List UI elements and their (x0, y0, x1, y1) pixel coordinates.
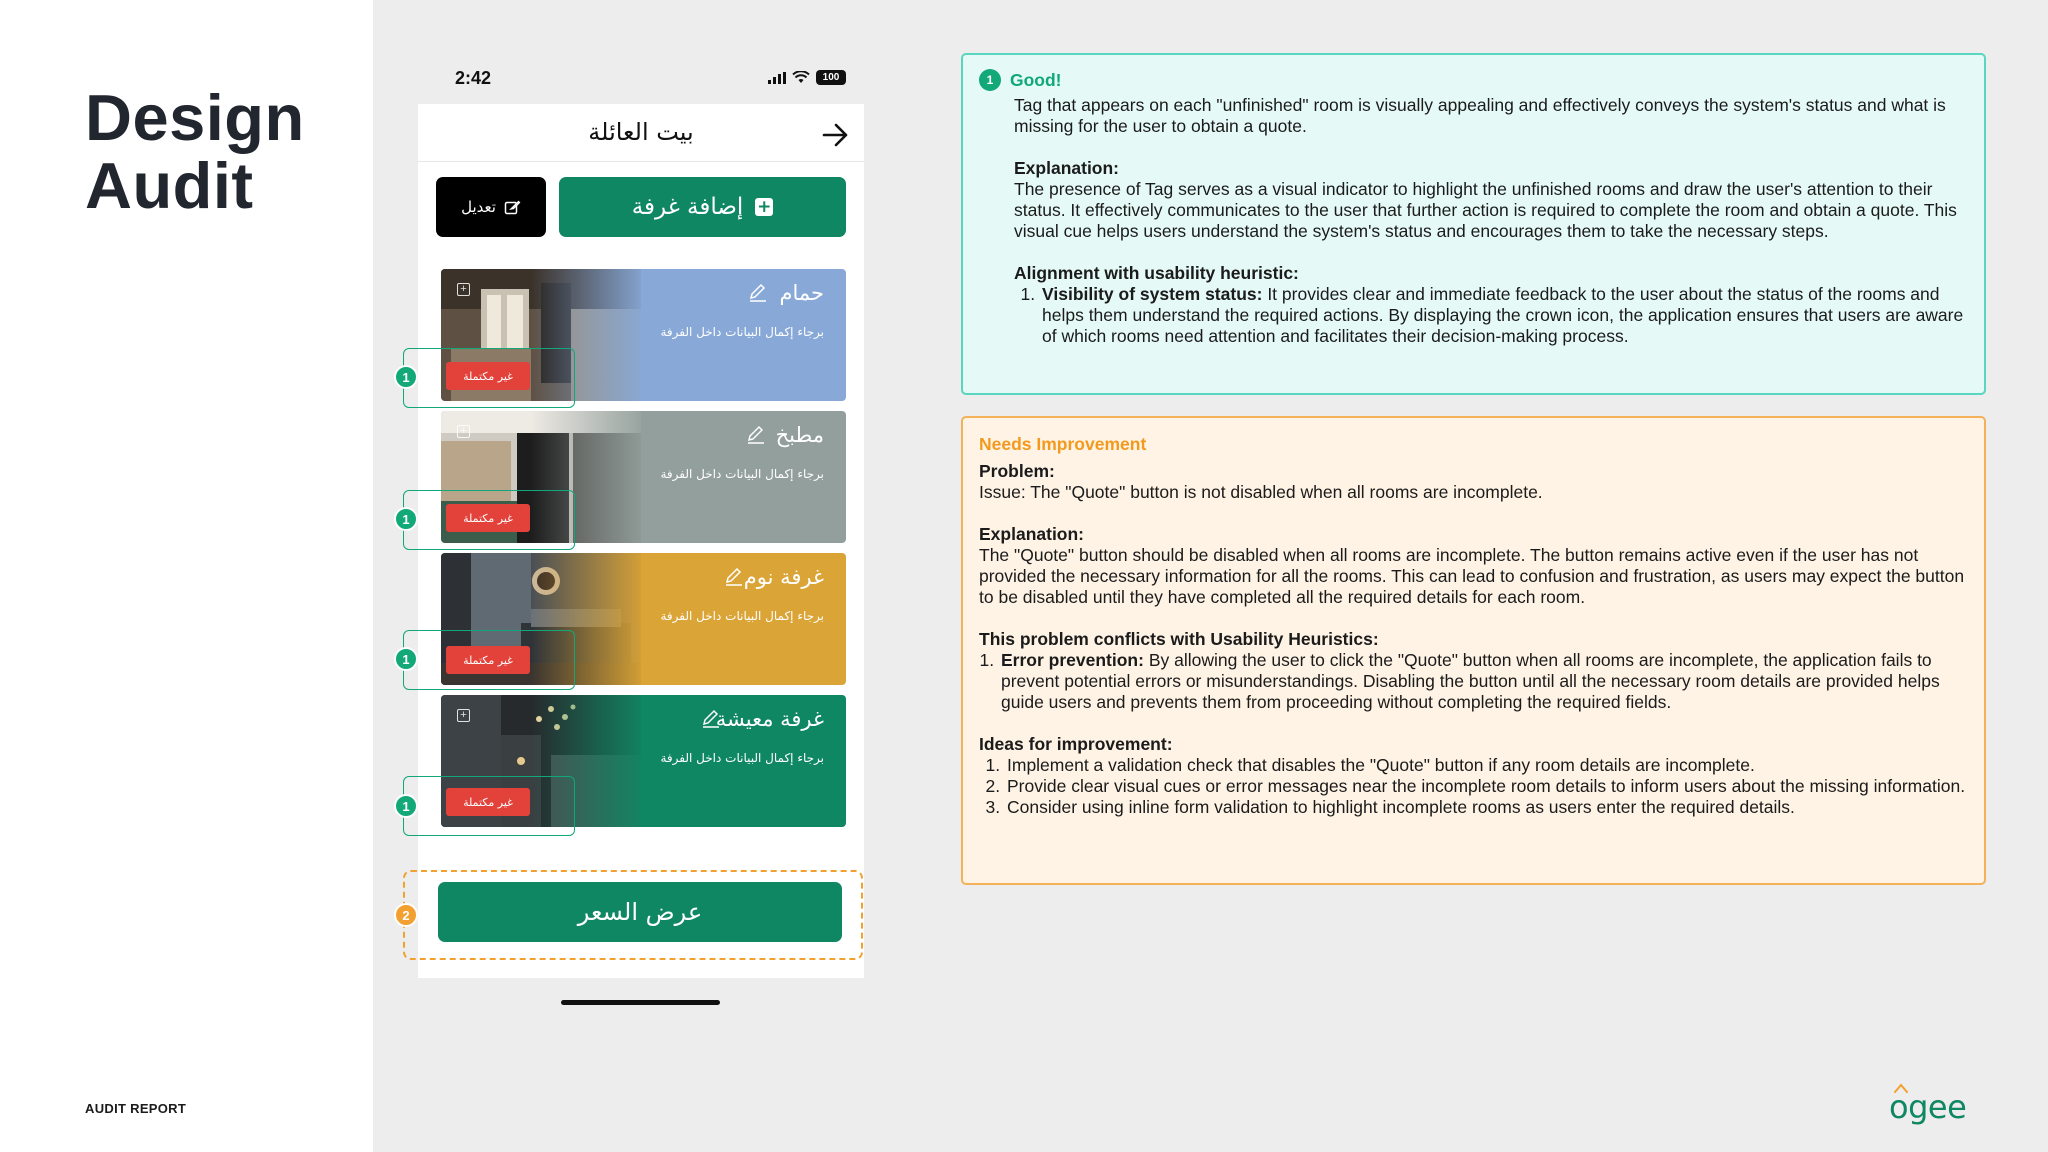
home-indicator (561, 1000, 720, 1005)
app-title: بيت العائلة (588, 118, 694, 146)
room-subtitle: برجاء إكمال البيانات داخل الفرفة (660, 609, 824, 623)
marker-badge-quote: 2 (394, 903, 418, 927)
slide-title (85, 81, 305, 222)
idea-item: 3. Consider using inline form validation to highlight incomplete rooms as users enter the required details. (1005, 797, 1968, 818)
room-subtitle: برجاء إكمال البيانات داخل الفرفة (660, 467, 824, 481)
edit-label: تعديل (461, 198, 496, 216)
room-subtitle: برجاء إكمال البيانات داخل الفرفة (660, 751, 824, 765)
good-summary: Tag that appears on each "unfinished" room is visually appealing and effectively conveys the system's status and what is missing for the user to obtain a quote. (1014, 95, 1946, 136)
incomplete-tag: غير مكتملة (446, 646, 530, 674)
good-explanation: The presence of Tag serves as a visual indicator to highlight the unfinished rooms and draw the user's attention to their status. It effectively communicates to the user that further action is required to complete the room and obtain a quote. This visual cue helps users understand the system's status and encourages them to take the necessary steps. (1014, 179, 1957, 241)
add-room-label: إضافة غرفة (631, 194, 744, 220)
slide-title-line2: Audit (85, 149, 254, 222)
left-panel (0, 0, 373, 1152)
improve-explanation-label: Explanation: (979, 524, 1085, 544)
room-name: غرفة معيشة (715, 707, 824, 731)
good-heuristic-item (1040, 284, 1968, 347)
problem-label: Problem: (979, 461, 1055, 481)
ideas-list (979, 755, 1968, 818)
conflict-label: This problem conflicts with Usability Heuristics: (979, 629, 1379, 649)
pencil-icon[interactable] (746, 425, 766, 445)
marker-badge-2: 1 (394, 507, 418, 531)
marker-badge-1: 1 (394, 365, 418, 389)
good-heuristic-list (1014, 284, 1968, 347)
tag-highlight-3 (403, 630, 575, 690)
edit-button[interactable] (436, 177, 546, 237)
incomplete-tag: غير مكتملة (446, 788, 530, 816)
conflict-item (999, 650, 1968, 713)
wifi-icon (792, 71, 810, 84)
status-icons (768, 70, 846, 85)
conflict-term: Error prevention: (1001, 650, 1144, 670)
good-badge: 1 (979, 69, 1001, 91)
conflict-list (979, 650, 1968, 713)
pencil-icon[interactable] (748, 283, 768, 303)
room-name: حمام (779, 281, 824, 305)
slide-title-line1: Design (85, 81, 305, 154)
edit-icon (504, 199, 521, 216)
pencil-icon[interactable] (724, 567, 744, 587)
room-name: غرفة نوم (743, 565, 824, 589)
photo-add-icon: + (457, 709, 470, 722)
good-card (961, 53, 1986, 395)
marker-badge-3: 1 (394, 647, 418, 671)
incomplete-tag: غير مكتملة (446, 504, 530, 532)
back-arrow-icon[interactable] (820, 120, 850, 150)
pencil-icon[interactable] (701, 709, 721, 729)
idea-item: 2. Provide clear visual cues or error messages near the incomplete room details to inform users about the missing information. (1005, 776, 1968, 797)
marker-badge-4: 1 (394, 794, 418, 818)
add-room-button[interactable] (559, 177, 846, 237)
improve-explanation: The "Quote" button should be disabled when all rooms are incomplete. The button remains active even if the user has not provided the necessary information for all the rooms. This can lead to confusion and frustration, as users may expect the button to be disabled until they have completed all the required details for each room. (979, 545, 1965, 607)
battery-icon: 100 (816, 70, 846, 85)
photo-add-icon: + (457, 425, 470, 438)
ideas-label: Ideas for improvement: (979, 734, 1173, 754)
quote-button[interactable]: عرض السعر (438, 882, 842, 942)
header-divider (418, 161, 864, 162)
idea-item: 1. Implement a validation check that disables the "Quote" button if any room details are incomplete. (1005, 755, 1968, 776)
room-name: مطبخ (775, 423, 824, 447)
tag-highlight-2 (403, 490, 575, 550)
good-explanation-label: Explanation: (1014, 158, 1120, 178)
tag-highlight-4 (403, 776, 575, 836)
problem-text: Issue: The "Quote" button is not disabled when all rooms are incomplete. (979, 482, 1543, 502)
tag-highlight-1 (403, 348, 575, 408)
good-heading: Good! (1010, 69, 1062, 90)
plus-icon: + (757, 197, 772, 217)
improvement-card (961, 416, 1986, 885)
heuristic-term: Visibility of system status: (1042, 284, 1263, 304)
signal-icon (768, 72, 786, 84)
incomplete-tag: غير مكتملة (446, 362, 530, 390)
status-time: 2:42 (455, 68, 492, 88)
improvement-heading: Needs Improvement (979, 434, 1147, 454)
photo-add-icon: + (457, 283, 470, 296)
heuristic-text: It provides clear and immediate feedback to the user about the status of the rooms and helps them understand the required actions. By displaying the crown icon, the application ensures that users are aware of which rooms need attention and facilitates their decision-making process. (1042, 284, 1964, 346)
footer-label: AUDIT REPORT (85, 1101, 187, 1116)
brand-logo: ogee (1889, 1088, 1967, 1126)
room-subtitle: برجاء إكمال البيانات داخل الفرفة (660, 325, 824, 339)
good-alignment-label: Alignment with usability heuristic: (1014, 263, 1299, 283)
conflict-text: By allowing the user to click the "Quote" button when all rooms are incomplete, the application fails to prevent potential errors or misunderstandings. Disabling the button until all the necessary room details are provided helps guide users and prevents them from proceeding without completing the required fields. (1001, 650, 1940, 712)
